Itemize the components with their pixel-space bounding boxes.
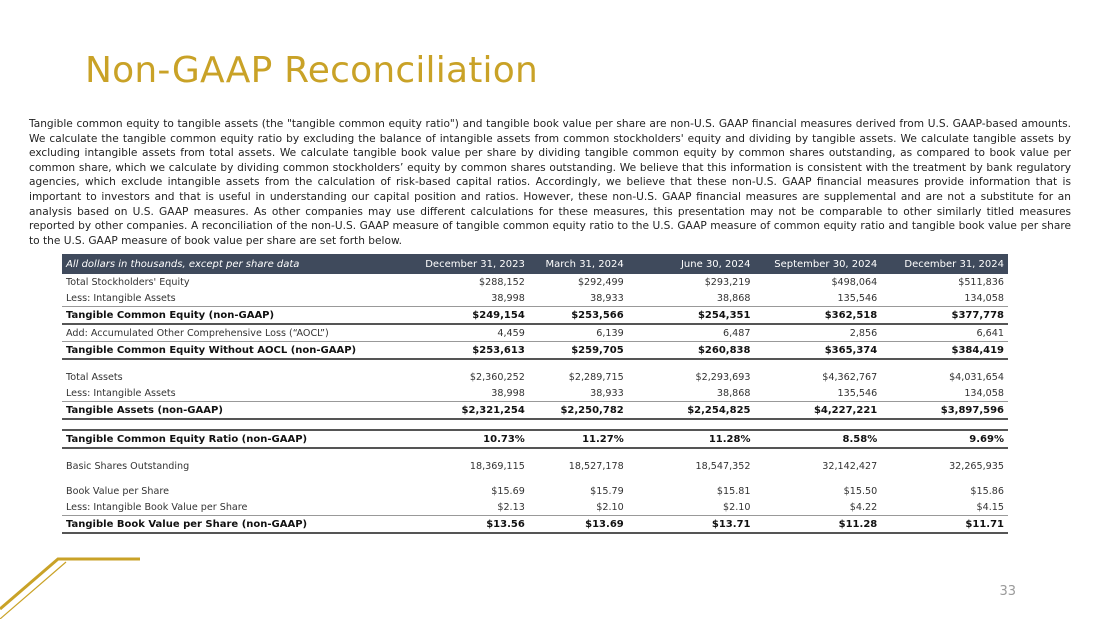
cell: $4.15 — [976, 501, 1004, 513]
cell: $2,250,782 — [529, 402, 628, 420]
cell: $498,064 — [831, 276, 878, 288]
table-row — [62, 274, 1008, 290]
table-spacer — [62, 419, 1008, 430]
table-row — [62, 369, 1008, 385]
table-spacer — [62, 359, 1008, 369]
cell: 8.58% — [754, 430, 881, 448]
row-label: Add: Accumulated Other Comprehensive Loss (“AOCL”) — [66, 327, 329, 339]
row-label: Tangible Book Value per Share (non-GAAP) — [62, 516, 402, 534]
cell: $2.10 — [723, 501, 751, 513]
cell: 10.73% — [402, 430, 529, 448]
cell: 38,933 — [590, 292, 624, 304]
cell: $15.50 — [843, 485, 878, 497]
cell: $2.10 — [596, 501, 624, 513]
cell: $11.28 — [754, 516, 881, 534]
cell: 2,856 — [849, 327, 878, 339]
cell: $259,705 — [529, 342, 628, 360]
table-header-row — [62, 254, 1008, 274]
cell: $4,227,221 — [754, 402, 881, 420]
cell: $13.69 — [529, 516, 628, 534]
cell: $362,518 — [754, 307, 881, 325]
cell: $2,293,693 — [695, 371, 751, 383]
cell: 38,868 — [716, 387, 751, 399]
cell: $15.81 — [716, 485, 751, 497]
cell: $13.71 — [628, 516, 755, 534]
cell: $260,838 — [628, 342, 755, 360]
cell: $2,321,254 — [402, 402, 529, 420]
table-row — [62, 385, 1008, 402]
cell: $377,778 — [881, 307, 1008, 325]
row-label: Less: Intangible Book Value per Share — [66, 501, 248, 513]
cell: 32,265,935 — [949, 460, 1004, 472]
table-spacer — [62, 448, 1008, 458]
cell: $384,419 — [881, 342, 1008, 360]
cell: 134,058 — [964, 292, 1004, 304]
cell: 6,641 — [976, 327, 1004, 339]
cell: 38,998 — [491, 387, 525, 399]
cell: $511,836 — [958, 276, 1004, 288]
row-label: Total Assets — [66, 371, 123, 383]
cell: $253,613 — [402, 342, 529, 360]
cell: 4,459 — [497, 327, 525, 339]
cell: $293,219 — [704, 276, 751, 288]
cell: $13.56 — [402, 516, 529, 534]
cell: $253,566 — [529, 307, 628, 325]
cell: 32,142,427 — [822, 460, 878, 472]
cell: 6,487 — [723, 327, 751, 339]
table-row — [62, 290, 1008, 307]
table-row-total — [62, 307, 1008, 325]
cell: 135,546 — [837, 292, 878, 304]
cell: $249,154 — [402, 307, 529, 325]
row-label: Tangible Assets (non-GAAP) — [62, 402, 402, 420]
cell: $288,152 — [479, 276, 525, 288]
cell: $4,362,767 — [822, 371, 878, 383]
cell: 11.28% — [628, 430, 755, 448]
cell: $2,289,715 — [568, 371, 624, 383]
cell: $4,031,654 — [949, 371, 1004, 383]
cell: $4.22 — [849, 501, 878, 513]
row-label: Basic Shares Outstanding — [66, 460, 190, 472]
header-col-dec-2024: December 31, 2024 — [881, 254, 1008, 274]
cell: $11.71 — [881, 516, 1008, 534]
cell: 18,527,178 — [568, 460, 624, 472]
table-row-total — [62, 402, 1008, 420]
cell: 11.27% — [529, 430, 628, 448]
cell: 18,369,115 — [469, 460, 525, 472]
header-col-mar-2024: March 31, 2024 — [529, 254, 628, 274]
cell: 6,139 — [596, 327, 624, 339]
cell: $365,374 — [754, 342, 881, 360]
table-row — [62, 458, 1008, 474]
page-title: Non-GAAP Reconciliation — [85, 50, 538, 91]
cell: $3,897,596 — [881, 402, 1008, 420]
table-row — [62, 324, 1008, 342]
table-row — [62, 499, 1008, 516]
cell: $2,254,825 — [628, 402, 755, 420]
page-number: 33 — [999, 584, 1016, 599]
cell: $15.79 — [590, 485, 624, 497]
reconciliation-table — [62, 254, 1008, 534]
row-label: Book Value per Share — [66, 485, 169, 497]
header-units-note: All dollars in thousands, except per share data — [62, 254, 402, 274]
cell: 38,998 — [491, 292, 525, 304]
intro-paragraph: Tangible common equity to tangible assets (the "tangible common equity ratio") and tangible book value per share are non-U.S. GAAP financial measures derived from U.S. GAAP-based amounts. We calculate the tangible common equity ratio by excluding the balance of intangible assets from common stockholders' equity and dividing by tangible assets. We calculate tangible assets by excluding intangible assets from total assets. We calculate tangible book value per share by dividing tangible common equity by common shares outstanding, as compared to book value per common share, which we calculate by dividing common stockholders’ equity by common shares outstanding. We believe that this information is consistent with the treatment by bank regulatory agencies, which exclude intangible assets from the calculation of risk-based capital ratios. Accordingly, we believe that these non-U.S. GAAP financial measures provide information that is important to investors and that is useful in understanding our capital position and ratios. However, these non-U.S. GAAP financial measures are supplemental and are not a substitute for an analysis based on U.S. GAAP measures. As other companies may use different calculations for these measures, this presentation may not be comparable to other similarly titled measures reported by other companies. A reconciliation of the non-U.S. GAAP measure of tangible common equity ratio to the U.S. GAAP measure of common equity ratio and tangible book value per share to the U.S. GAAP measure of book value per share are set forth below. — [29, 118, 1071, 247]
table-spacer — [62, 474, 1008, 483]
row-label: Tangible Common Equity Ratio (non-GAAP) — [62, 430, 402, 448]
cell: $254,351 — [628, 307, 755, 325]
accent-line-gold-thin — [0, 562, 66, 619]
cell: 18,547,352 — [695, 460, 751, 472]
cell: 9.69% — [881, 430, 1008, 448]
header-col-jun-2024: June 30, 2024 — [628, 254, 755, 274]
row-label: Less: Intangible Assets — [66, 292, 176, 304]
header-col-dec-2023: December 31, 2023 — [402, 254, 529, 274]
row-label: Tangible Common Equity (non-GAAP) — [62, 307, 402, 325]
header-col-sep-2024: September 30, 2024 — [754, 254, 881, 274]
cell: $2.13 — [497, 501, 525, 513]
cell: 38,933 — [590, 387, 624, 399]
cell: 135,546 — [837, 387, 878, 399]
cell: $292,499 — [577, 276, 624, 288]
cell: $15.86 — [970, 485, 1004, 497]
cell: 38,868 — [716, 292, 751, 304]
cell: $2,360,252 — [469, 371, 525, 383]
table-row-total — [62, 342, 1008, 360]
row-label: Tangible Common Equity Without AOCL (non-GAAP) — [62, 342, 402, 360]
table-row-total — [62, 430, 1008, 448]
corner-accent-lines — [0, 529, 1100, 619]
row-label: Less: Intangible Assets — [66, 387, 176, 399]
row-label: Total Stockholders' Equity — [66, 276, 190, 288]
cell: 134,058 — [964, 387, 1004, 399]
table-row — [62, 483, 1008, 499]
cell: $15.69 — [491, 485, 525, 497]
